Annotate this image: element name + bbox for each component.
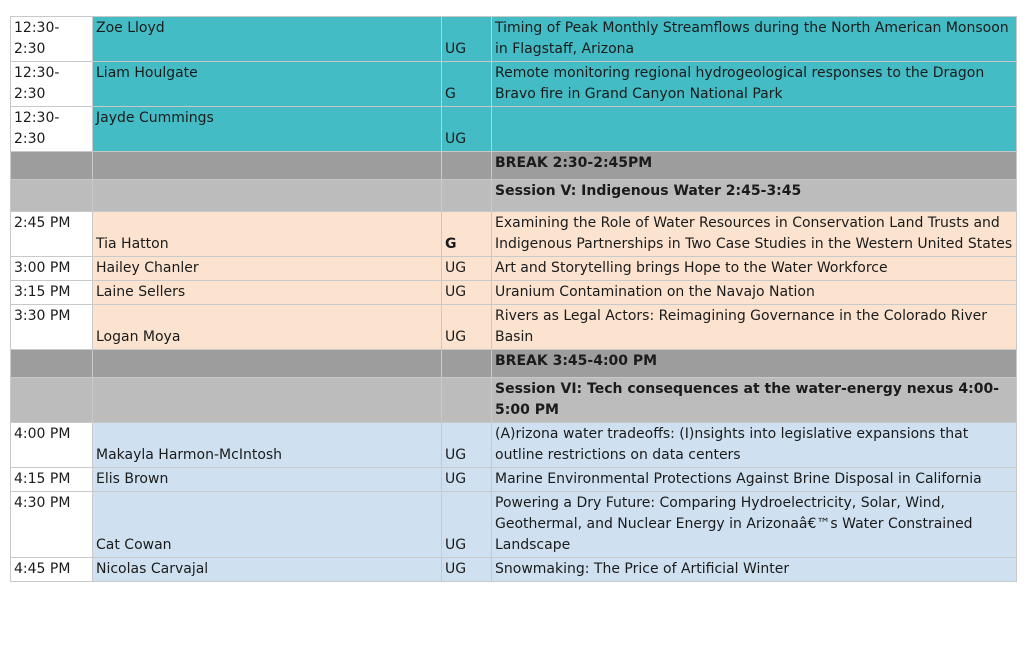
title-cell: Snowmaking: The Price of Artificial Winter: [492, 558, 1017, 582]
level-cell: UG: [442, 257, 492, 281]
table-row: [11, 423, 1017, 468]
table-row: [11, 257, 1017, 281]
table-row: [11, 107, 1017, 152]
title-cell: Marine Environmental Protections Against Brine Disposal in California: [492, 468, 1017, 492]
presenter-cell: Jayde Cummings: [93, 107, 442, 152]
time-cell: 2:45 PM: [11, 212, 93, 257]
title-cell: Timing of Peak Monthly Streamflows during the North American Monsoon in Flagstaff, Arizona: [492, 17, 1017, 62]
level-cell: G: [442, 212, 492, 257]
table-row: [11, 17, 1017, 62]
session-label: Session V: Indigenous Water 2:45-3:45: [492, 180, 1017, 212]
empty-cell: [11, 180, 93, 212]
schedule-table: [10, 16, 1017, 582]
presenter-cell: Nicolas Carvajal: [93, 558, 442, 582]
title-cell: Remote monitoring regional hydrogeological responses to the Dragon Bravo fire in Grand Canyon National Park: [492, 62, 1017, 107]
time-cell: 4:15 PM: [11, 468, 93, 492]
presenter-cell: Elis Brown: [93, 468, 442, 492]
time-part: 12:30- 2:30: [14, 20, 60, 57]
title-cell: Art and Storytelling brings Hope to the Water Workforce: [492, 257, 1017, 281]
time-part: 12:30- 2:30: [14, 110, 60, 147]
presenter-cell: Liam Houlgate: [93, 62, 442, 107]
time-cell: [11, 107, 93, 152]
table-row: [11, 468, 1017, 492]
break-row: [11, 152, 1017, 180]
time-part: 12:30- 2:30: [14, 65, 60, 102]
empty-cell: [93, 180, 442, 212]
presenter-cell: Laine Sellers: [93, 281, 442, 305]
level-cell: UG: [442, 492, 492, 558]
level-cell: UG: [442, 281, 492, 305]
time-cell: 4:45 PM: [11, 558, 93, 582]
table-row: [11, 62, 1017, 107]
level-cell: UG: [442, 423, 492, 468]
title-cell: Examining the Role of Water Resources in Conservation Land Trusts and Indigenous Partnerships in Two Case Studies in the Western United States: [492, 212, 1017, 257]
table-row: [11, 212, 1017, 257]
empty-cell: [442, 378, 492, 423]
empty-cell: [11, 152, 93, 180]
level-cell: UG: [442, 17, 492, 62]
session-label: Session VI: Tech consequences at the water-energy nexus 4:00-5:00 PM: [492, 378, 1017, 423]
break-label: BREAK 3:45-4:00 PM: [492, 350, 1017, 378]
empty-cell: [93, 378, 442, 423]
level-cell: UG: [442, 305, 492, 350]
empty-cell: [11, 350, 93, 378]
break-label: BREAK 2:30-2:45PM: [492, 152, 1017, 180]
presenter-cell: Logan Moya: [93, 305, 442, 350]
time-cell: [11, 62, 93, 107]
table-row: [11, 305, 1017, 350]
presenter-cell: Tia Hatton: [93, 212, 442, 257]
title-cell: Uranium Contamination on the Navajo Nation: [492, 281, 1017, 305]
table-row: [11, 558, 1017, 582]
table-row: [11, 492, 1017, 558]
time-cell: [11, 17, 93, 62]
level-cell: G: [442, 62, 492, 107]
time-cell: 4:00 PM: [11, 423, 93, 468]
time-cell: 3:00 PM: [11, 257, 93, 281]
empty-cell: [442, 350, 492, 378]
presenter-cell: Zoe Lloyd: [93, 17, 442, 62]
presenter-cell: Cat Cowan: [93, 492, 442, 558]
title-cell: [492, 107, 1017, 152]
level-cell: UG: [442, 468, 492, 492]
break-row: [11, 350, 1017, 378]
empty-cell: [442, 180, 492, 212]
empty-cell: [11, 378, 93, 423]
table-row: [11, 281, 1017, 305]
presenter-cell: Hailey Chanler: [93, 257, 442, 281]
time-cell: 4:30 PM: [11, 492, 93, 558]
level-cell: UG: [442, 558, 492, 582]
session-header-row: [11, 180, 1017, 212]
title-cell: Rivers as Legal Actors: Reimagining Governance in the Colorado River Basin: [492, 305, 1017, 350]
empty-cell: [93, 350, 442, 378]
time-cell: 3:15 PM: [11, 281, 93, 305]
level-cell: UG: [442, 107, 492, 152]
presenter-cell: Makayla Harmon-McIntosh: [93, 423, 442, 468]
session-header-row: [11, 378, 1017, 423]
title-cell: (A)rizona water tradeoffs: (I)nsights into legislative expansions that outline restrictions on data centers: [492, 423, 1017, 468]
time-cell: 3:30 PM: [11, 305, 93, 350]
empty-cell: [93, 152, 442, 180]
empty-cell: [442, 152, 492, 180]
title-cell: Powering a Dry Future: Comparing Hydroelectricity, Solar, Wind, Geothermal, and Nuclear Energy in Arizonaâ€™s Water Constrained Landscape: [492, 492, 1017, 558]
